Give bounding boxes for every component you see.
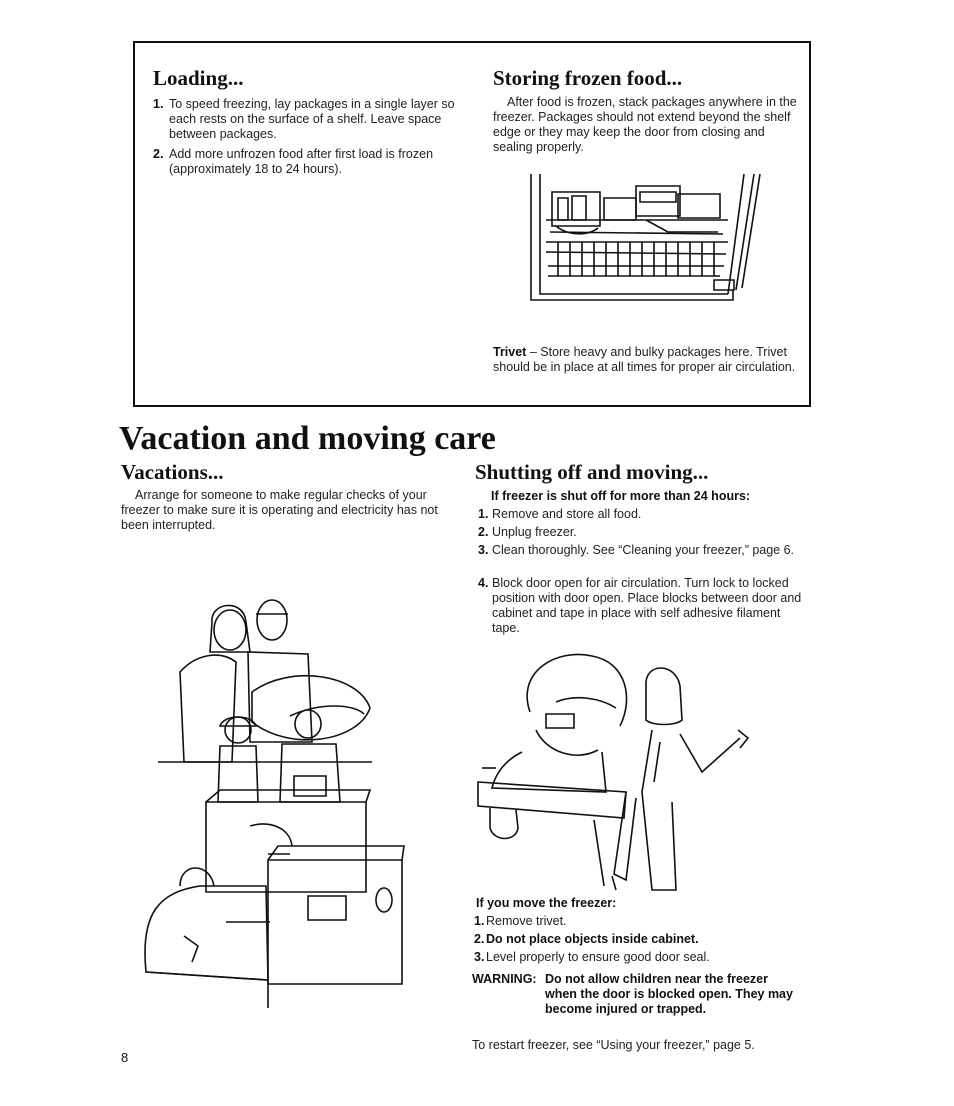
shutting-item-2-text: Unplug freezer. bbox=[492, 525, 577, 539]
moving-freezer-illustration bbox=[476, 642, 756, 892]
loading-item-1-text: To speed freezing, lay packages in a single layer so each rests on the surface of a shelf. Leave space between packages. bbox=[169, 97, 455, 141]
vacations-text: Arrange for someone to make regular checks of your freezer to make sure it is operating and electricity has not been interrupted. bbox=[121, 488, 438, 532]
warning-text: Do not allow children near the freezer when the door is blocked open. They may become injured or trapped. bbox=[545, 972, 793, 1016]
moving-item-3-number: 3. bbox=[474, 950, 485, 964]
shutting-item-4-text: Block door open for air circulation. Turn lock to locked position with door open. Place blocks between door and cabinet and tape in place with self adhesive filament tape. bbox=[492, 576, 802, 635]
loading-heading: Loading... bbox=[153, 66, 244, 90]
moving-subhead: If you move the freezer: bbox=[476, 896, 617, 910]
trivet-label: Trivet bbox=[493, 345, 527, 359]
shutting-item-3-number: 3. bbox=[478, 543, 489, 557]
moving-item-2-text: Do not place objects inside cabinet. bbox=[486, 932, 699, 946]
moving-list bbox=[474, 914, 804, 972]
shutting-item-1-text: Remove and store all food. bbox=[492, 507, 642, 521]
shutting-list bbox=[478, 507, 808, 637]
shutting-item-3-text: Clean thoroughly. See “Cleaning your freezer,” page 6. bbox=[492, 543, 795, 557]
shutting-subhead: If freezer is shut off for more than 24 hours: bbox=[491, 489, 751, 503]
trivet-caption bbox=[493, 345, 799, 375]
loading-item-2-number: 2. bbox=[153, 147, 164, 161]
section-title: Vacation and moving care bbox=[119, 420, 496, 457]
moving-item-2-number: 2. bbox=[474, 932, 485, 946]
shutting-heading: Shutting off and moving... bbox=[475, 460, 709, 484]
shutting-item-1-number: 1. bbox=[478, 507, 489, 521]
restart-note: To restart freezer, see “Using your freezer,” page 5. bbox=[472, 1038, 755, 1052]
freezer-shelf-illustration bbox=[528, 172, 764, 312]
vacations-heading: Vacations... bbox=[121, 460, 224, 484]
loading-list bbox=[153, 97, 485, 177]
shutting-item-2-number: 2. bbox=[478, 525, 489, 539]
loading-item-2-text: Add more unfrozen food after first load is frozen (approximately 18 to 24 hours). bbox=[169, 147, 434, 176]
moving-item-3-text: Level properly to ensure good door seal. bbox=[486, 950, 710, 964]
storing-text: After food is frozen, stack packages anywhere in the freezer. Packages should not extend beyond the shelf edge or they may keep the door from closing and sealing properly. bbox=[493, 95, 797, 154]
vacation-family-illustration bbox=[140, 592, 408, 1008]
page-number: 8 bbox=[121, 1050, 129, 1065]
moving-item-1-text: Remove trivet. bbox=[486, 914, 567, 928]
shutting-item-4-number: 4. bbox=[478, 576, 489, 590]
loading-item-1-number: 1. bbox=[153, 97, 164, 111]
trivet-text: – Store heavy and bulky packages here. Trivet should be in place at all times for proper air circulation. bbox=[493, 345, 796, 374]
moving-item-1-number: 1. bbox=[474, 914, 485, 928]
warning-label: WARNING: bbox=[472, 972, 537, 986]
storing-heading: Storing frozen food... bbox=[493, 66, 683, 90]
